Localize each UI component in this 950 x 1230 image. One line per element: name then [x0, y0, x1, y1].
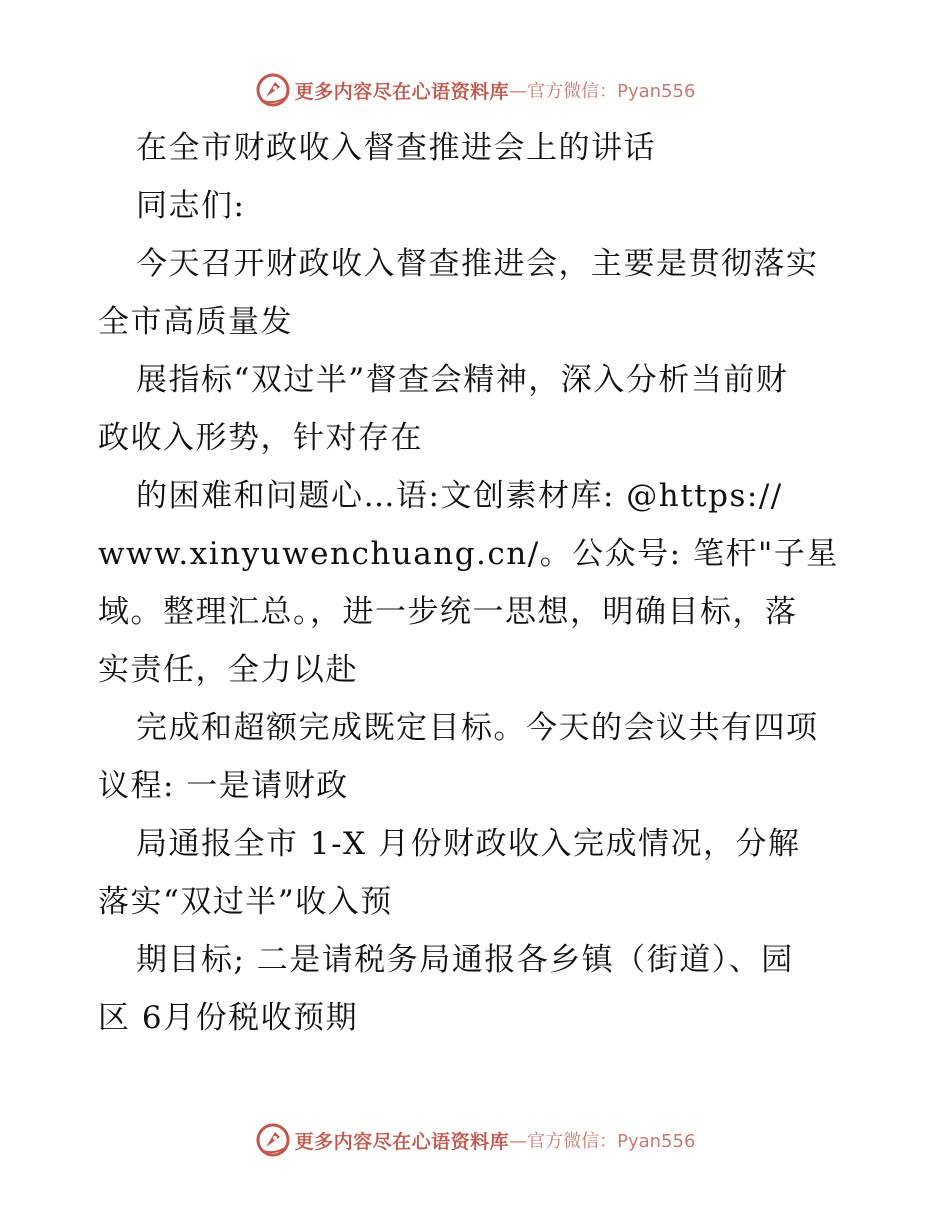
- body-line: 局通报全市 1-X 月份财政收入完成情况，分解: [136, 826, 801, 862]
- body-line: 实责任，全力以赴: [98, 652, 358, 688]
- document-title: 在全市财政收入督查推进会上的讲话: [136, 130, 656, 166]
- header-banner-lead: 更多内容尽在心语资料库: [294, 80, 510, 103]
- body-line: 全市高质量发: [98, 304, 293, 340]
- footer-banner-wechat: —官方微信：Pyan556: [509, 1131, 696, 1152]
- body-line: 议程: 一是请财政: [98, 768, 349, 804]
- body-line: 域。整理汇总。，进一步统一思想，明确目标，落: [98, 594, 798, 630]
- body-line: 区 6月份税收预期: [98, 1000, 359, 1036]
- footer-banner-lead: 更多内容尽在心语资料库: [294, 1130, 510, 1153]
- header-banner: [0, 70, 950, 110]
- salutation: 同志们:: [136, 188, 246, 224]
- pen-nib-logo-icon: [255, 72, 291, 108]
- body-line: 展指标“双过半”督查会精神，深入分析当前财: [136, 362, 789, 398]
- body-line: 完成和超额完成既定目标。今天的会议共有四项: [136, 710, 819, 746]
- body-line: www.xinyuwenchuang.cn/。公众号: 笔杆"子星: [98, 536, 839, 572]
- body-line: 落实“双过半”收入预: [98, 884, 393, 920]
- body-line: 的困难和问题心…语:文创素材库: @https://: [136, 478, 783, 514]
- body-line: 期目标; 二是请税务局通报各乡镇（街道）、园: [136, 942, 794, 978]
- body-line: 政收入形势，针对存在: [98, 420, 423, 456]
- footer-banner: [0, 1120, 950, 1160]
- header-banner-wechat: —官方微信：Pyan556: [509, 81, 696, 102]
- pen-nib-logo-icon: [255, 1122, 291, 1158]
- body-line: 今天召开财政收入督查推进会，主要是贯彻落实: [136, 246, 819, 282]
